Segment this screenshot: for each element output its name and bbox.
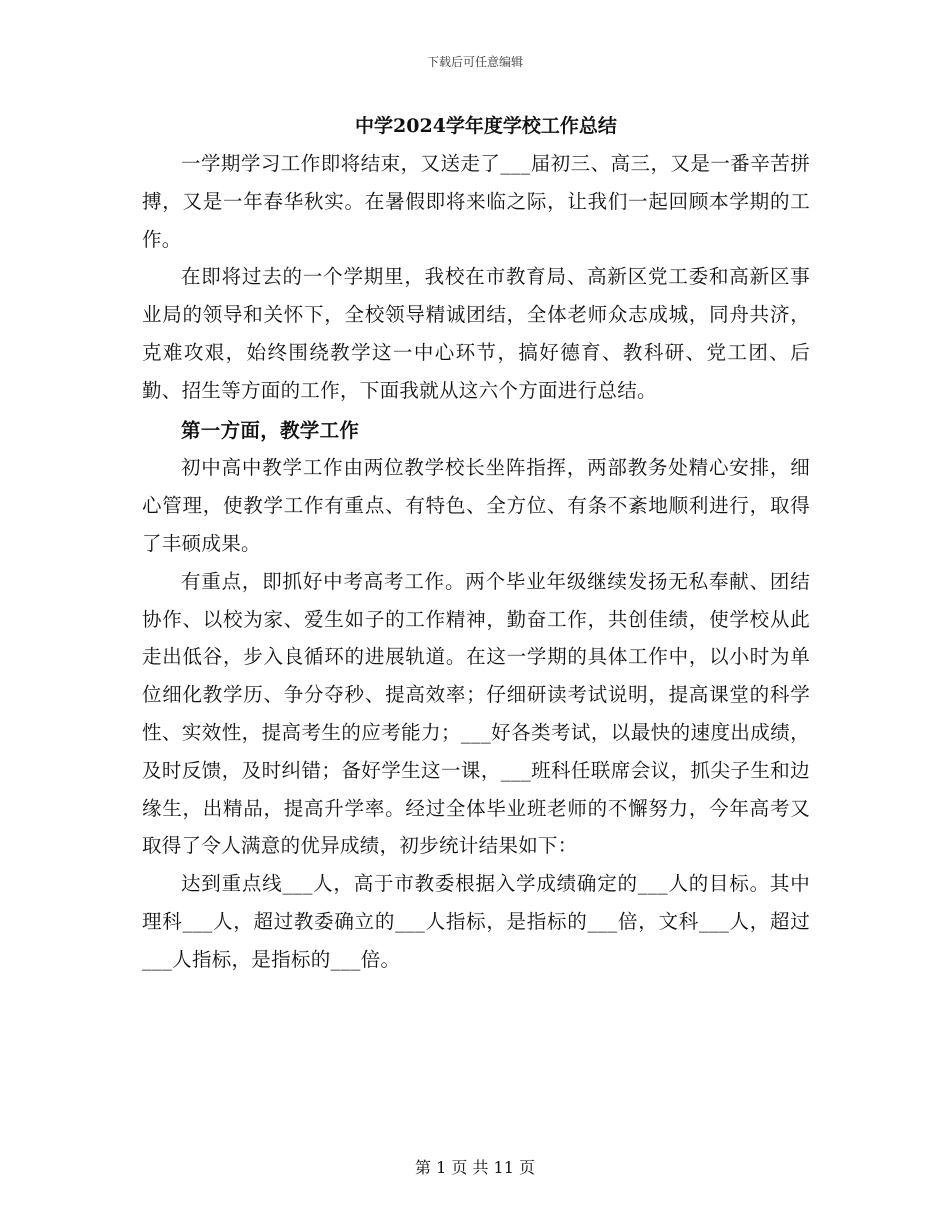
page-header-note: 下载后可任意编辑	[426, 55, 523, 69]
document-title: 中学2024学年度学校工作总结	[355, 115, 617, 137]
document-body	[142, 108, 810, 979]
paragraph-exam-focus: 有重点，即抓好中考高考工作。两个毕业年级继续发扬无私奉献、团结协作、以校为家、爱生如子的工作精神，勤奋工作，共创佳绩，使学校从此走出低谷，步入良循环的进展轨道。在这一学期的具体工作中，以小时为单位细化教学历、争分夺秒、提高效率；仔细研读考试说明，提高课堂的科学性、实效性，提高考生的应考能力；___好各类考试，以最快的速度出成绩，及时反馈，及时纠错；备好学生这一课，___班科任联席会议，抓尖子生和边缘生，出精品，提高升学率。经过全体毕业班老师的不懈努力，今年高考又取得了令人满意的优异成绩，初步统计结果如下：	[142, 569, 810, 858]
page-number: 第 1 页 共 11 页	[415, 1158, 535, 1177]
paragraph-exam-results: 达到重点线___人，高于市教委根据入学成绩确定的___人的目标。其中理科___人，超过教委确立的___人指标，是指标的___倍，文科___人，超过___人指标，是指标的___倍。	[142, 872, 810, 971]
paragraph-overview: 在即将过去的一个学期里，我校在市教育局、高新区党工委和高新区事业局的领导和关怀下，全校领导精诚团结，全体老师众志成城，同舟共济，克难攻艰，始终围绕教学这一中心环节，搞好德育、教科研、党工团、后勤、招生等方面的工作，下面我就从这六个方面进行总结。	[142, 265, 810, 402]
section-heading-teaching: 第一方面，教学工作	[181, 418, 360, 442]
paragraph-intro: 一学期学习工作即将结束，又送走了___届初三、高三，又是一番辛苦拼搏，又是一年春华秋实。在暑假即将来临之际，让我们一起回顾本学期的工作。	[142, 152, 810, 251]
paragraph-teaching-management: 初中高中教学工作由两位教学校长坐阵指挥，两部教务处精心安排，细心管理，使教学工作有重点、有特色、全方位、有条不紊地顺利进行，取得了丰硕成果。	[142, 456, 810, 555]
